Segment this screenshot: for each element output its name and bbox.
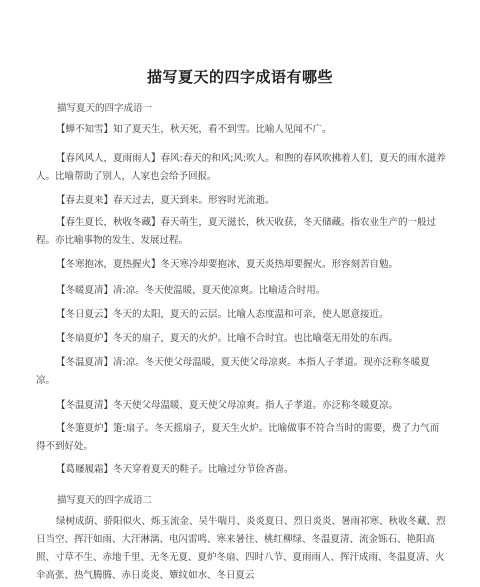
idiom-entry: 【冬温夏清】冬天使父母温暖，夏天使父母凉爽。指人子孝道。亦泛称冬暖夏凉。 [56, 400, 399, 411]
idiom-entry: 【冬箑夏炉】箑:扇子。冬天摇扇子，夏天生火炉。比喻做事不符合当时的需要，费了力气而得不到好处。 [36, 423, 440, 452]
idiom-list: 绿树成荫、骄阳似火、烁玉流金、吴牛喘月、炎炎夏日、烈日炎炎、暑雨祁寒、秋收冬藏、烈日当空、挥汗如雨、大汗淋漓、电闪雷鸣、寒来暑往、桃红柳绿、冬温夏清、流金铄石、艳阳高照、寸草不生、赤地千里、无冬无夏、夏炉冬扇、四时八节、夏雨雨人、挥汗成雨、冬温夏凊、火伞高张、热气腾腾、赤日炎炎、簟纹如水、冬日夏云 [36, 516, 446, 581]
idiom-entry: 【春去夏来】春天过去，夏天到来。形容时光流逝。 [56, 195, 275, 206]
idiom-entry: 【春生夏长，秋收冬藏】春天萌生，夏天滋长，秋天收获，冬天储藏。指农业生产的一般过程。亦比喻事物的发生、发展过程。 [36, 217, 437, 246]
idiom-entry: 【葛屦履霜】冬天穿着夏天的鞋子。比喻过分节俭吝啬。 [56, 464, 294, 475]
idiom-entry: 【冬寒抱冰，夏热握火】冬天寒冷却要抱冰，夏天炎热却要握火。形容刻苦自勉。 [56, 259, 399, 270]
idiom-entry: 【冬暖夏凊】凊:凉。冬天使温暖，夏天使凉爽。比喻适合时用。 [56, 285, 326, 296]
idiom-entry: 【冬温夏凊】凊:凉。冬天使父母温暖，夏天使父母凉爽。本指人子孝道。现亦泛称冬暖夏凉。 [36, 357, 430, 386]
idiom-entry: 【冬扇夏炉】冬天的扇子，夏天的火炉。比喻不合时宜。也比喻毫无用处的东西。 [56, 333, 399, 344]
section-heading-1: 描写夏天的四字成语一 [57, 103, 153, 114]
idiom-entry: 【蝉不知雪】知了夏天生，秋天死，看不到雪。比喻人见闻不广。 [56, 124, 332, 135]
idiom-entry: 【冬日夏云】冬天的太阳，夏天的云层。比喻人态度温和可亲，使人愿意接近。 [56, 309, 389, 320]
page-title: 描写夏天的四字成语有哪些 [146, 68, 333, 86]
idiom-entry: 【春风风人，夏雨雨人】春风:春天的和风;风:吹人。和煦的春风吹拂着人们，夏天的雨水滋养人。比喻帮助了别人，人家也会给予回报。 [36, 153, 446, 182]
section-heading-2: 描写夏天的四字成语二 [57, 495, 153, 506]
